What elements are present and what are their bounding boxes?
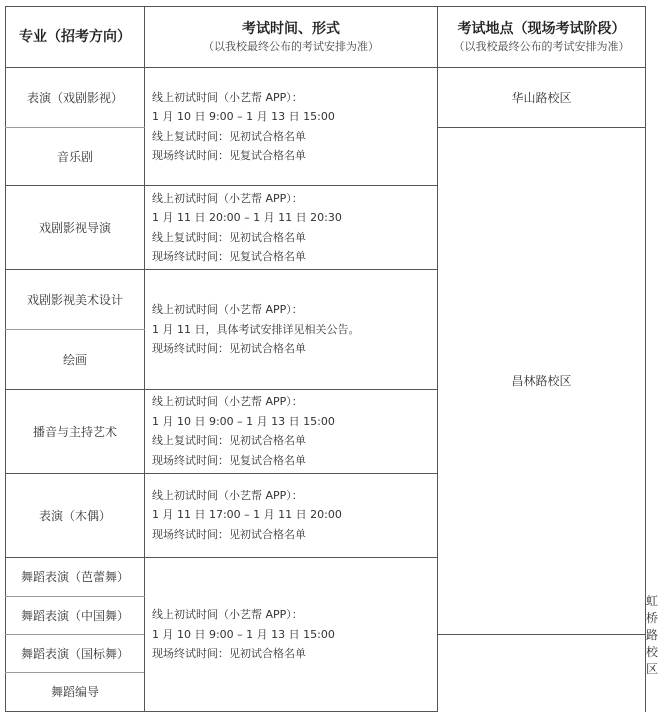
location-cell: 华山路校区 [438, 68, 646, 128]
major-cell: 表演（戏剧影视） [6, 68, 145, 128]
major-cell: 舞蹈编导 [6, 672, 145, 711]
exam-time-cell: 线上初试时间（小艺帮 APP）： 1 月 10 日 9:00 – 1 月 13 日 15:00 线上复试时间：见初试合格名单 现场终试时间：见复试合格名单 [145, 68, 438, 186]
header-location: 考试地点（现场考试阶段） （以我校最终公布的考试安排为准） [438, 7, 646, 68]
location-cell: 昌林路校区 [438, 128, 646, 635]
table-row: 舞蹈表演（芭蕾舞） 线上初试时间（小艺帮 APP）： 1 月 10 日 9:00 – 1 月 13 日 15:00 现场终试时间：见初试合格名单 虹桥路校区 [6, 557, 646, 596]
exam-time-cell: 线上初试时间（小艺帮 APP）： 1 月 11 日，具体考试安排详见相关公告。 现场终试时间：见初试合格名单 [145, 270, 438, 389]
exam-schedule-table [5, 6, 658, 712]
header-row [6, 7, 646, 68]
header-major: 专业（招考方向） [6, 7, 145, 68]
major-cell: 播音与主持艺术 [6, 389, 145, 473]
major-cell: 舞蹈表演（中国舞） [6, 596, 145, 634]
header-time: 考试时间、形式 （以我校最终公布的考试安排为准） [145, 7, 438, 68]
major-cell: 绘画 [6, 330, 145, 389]
major-cell: 舞蹈表演（国标舞） [6, 634, 145, 672]
table-row [6, 68, 646, 128]
exam-time-cell: 线上初试时间（小艺帮 APP）： 1 月 11 日 17:00 – 1 月 11 日 20:00 现场终试时间：见初试合格名单 [145, 473, 438, 557]
major-cell: 舞蹈表演（芭蕾舞） [6, 557, 145, 596]
major-cell: 音乐剧 [6, 128, 145, 186]
major-cell: 戏剧影视导演 [6, 186, 145, 270]
exam-time-cell: 线上初试时间（小艺帮 APP）： 1 月 10 日 9:00 – 1 月 13 日 15:00 现场终试时间：见初试合格名单 [145, 557, 438, 711]
exam-time-cell: 线上初试时间（小艺帮 APP）： 1 月 10 日 9:00 – 1 月 13 日 15:00 线上复试时间：见初试合格名单 现场终试时间：见复试合格名单 [145, 389, 438, 473]
major-cell: 戏剧影视美术设计 [6, 270, 145, 330]
major-cell: 表演（木偶） [6, 473, 145, 557]
exam-time-cell: 线上初试时间（小艺帮 APP）： 1 月 11 日 20:00 – 1 月 11 日 20:30 线上复试时间：见初试合格名单 现场终试时间：见复试合格名单 [145, 186, 438, 270]
